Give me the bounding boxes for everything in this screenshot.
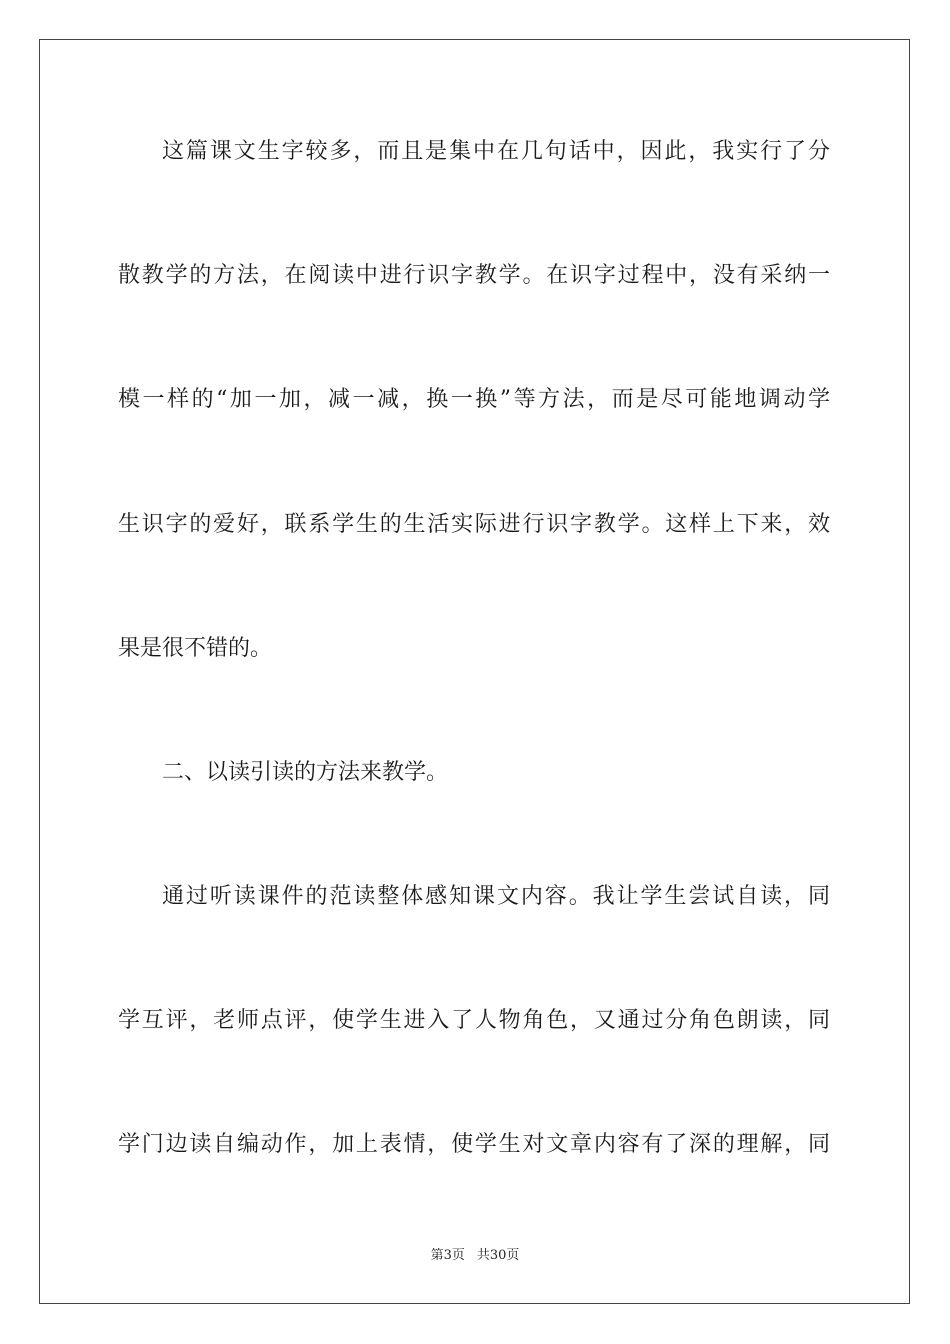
paragraph-line: 模一样的“加一加，减一减，换一换”等方法，而是尽可能地调动学 [118,387,830,412]
total-pages: 共30页 [476,1248,520,1263]
paragraph-line: 这篇课文生字较多，而且是集中在几句话中，因此，我实行了分 [162,139,830,164]
paragraph-line: 学门边读自编动作，加上表情，使学生对文章内容有了深的理解，同 [118,1132,830,1157]
paragraph-line: 散教学的方法，在阅读中进行识字教学。在识字过程中，没有采纳一 [118,263,830,288]
page-footer [0,1246,950,1266]
paragraph-line: 生识字的爱好，联系学生的生活实际进行识字教学。这样上下来，效 [118,512,830,537]
paragraph-line: 通过听读课件的范读整体感知课文内容。我让学生尝试自读，同 [162,884,830,909]
current-page-number: 第3页 [430,1248,465,1263]
paragraph-line: 学互评，老师点评，使学生进入了人物角色，又通过分角色朗读，同 [118,1008,830,1033]
page-frame [39,39,910,1304]
paragraph-line: 果是很不错的。 [118,636,273,661]
section-heading: 二、以读引读的方法来教学。 [162,760,449,785]
